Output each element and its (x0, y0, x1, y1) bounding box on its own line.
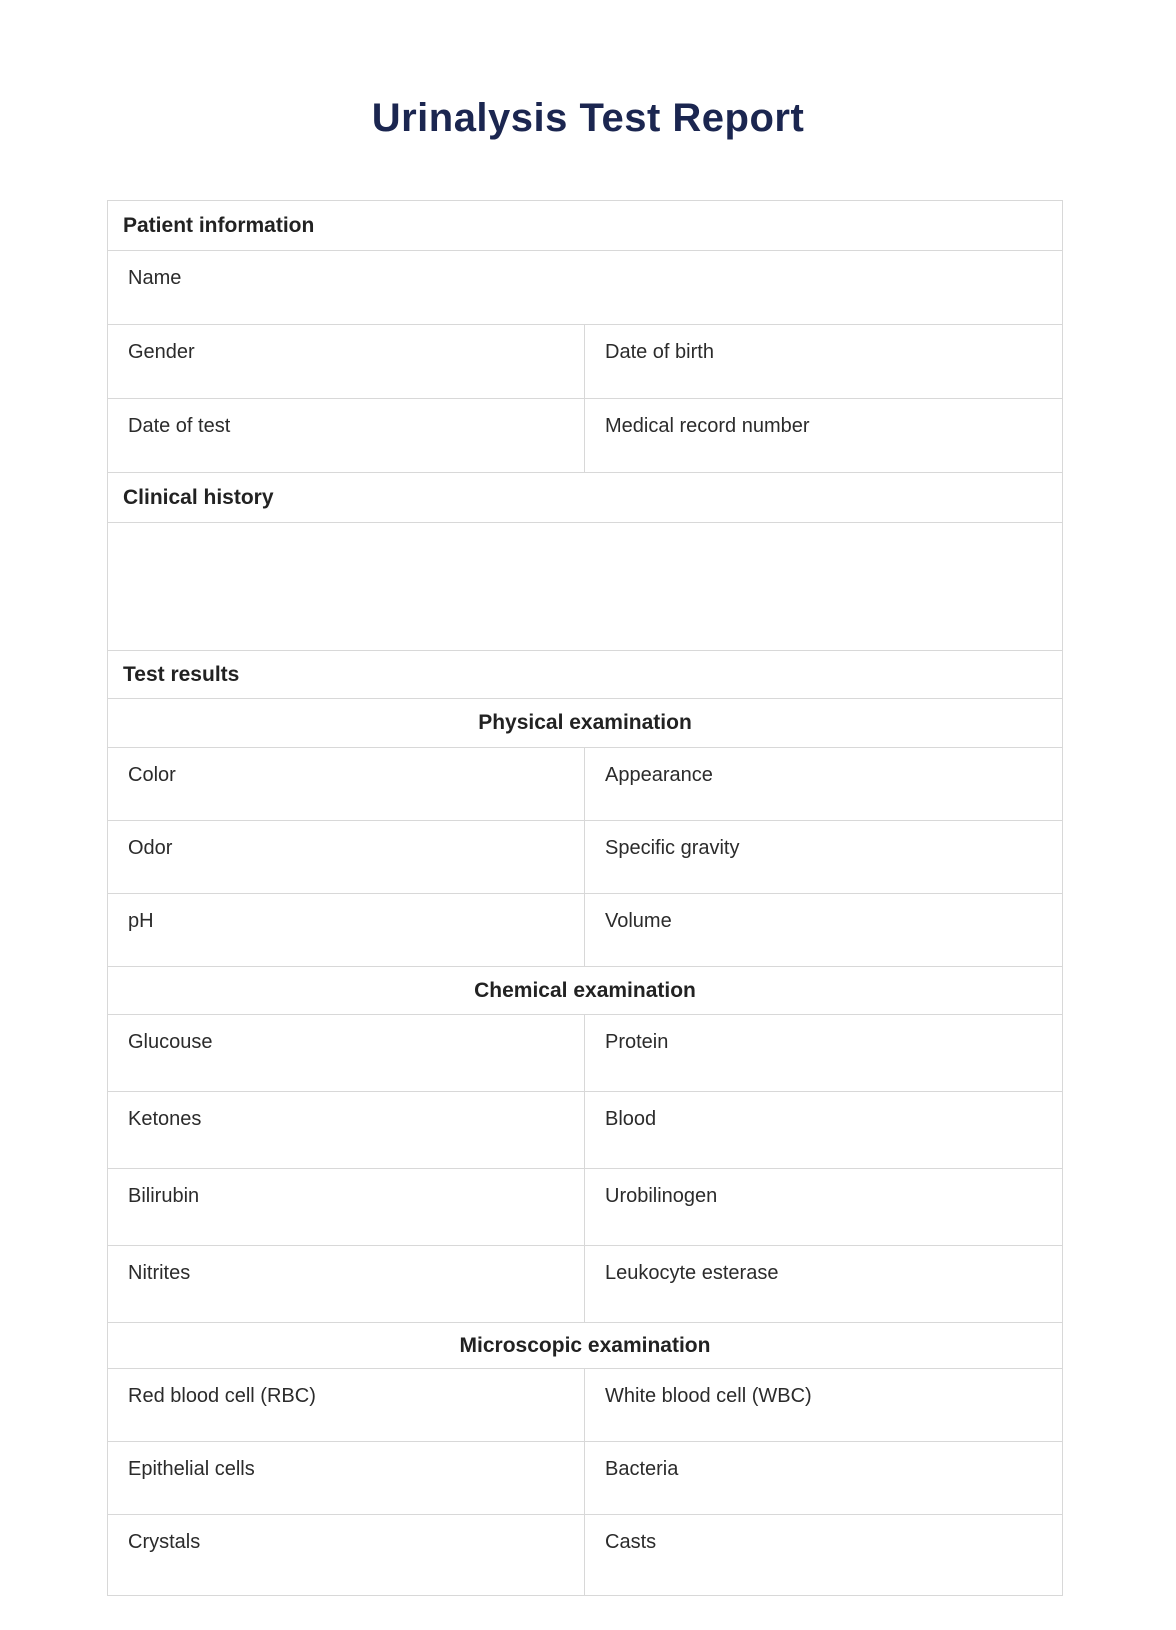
bacteria-field-cell[interactable] (585, 1442, 1062, 1514)
odor-label: Odor (128, 837, 173, 859)
epithelial-cells-label: Epithelial cells (128, 1458, 255, 1480)
epithelial-bacteria-row (108, 1442, 1062, 1515)
color-field-cell[interactable] (108, 748, 585, 820)
odor-gravity-row (108, 821, 1062, 894)
clinical-history-entry-area[interactable] (108, 523, 1062, 650)
name-label: Name (128, 267, 182, 289)
urobilinogen-field-cell[interactable] (585, 1169, 1062, 1245)
blood-label: Blood (605, 1108, 657, 1130)
date-of-birth-field-cell[interactable] (585, 325, 1062, 398)
color-appearance-row (108, 748, 1062, 821)
glucose-field-cell[interactable] (108, 1015, 585, 1091)
clinical-history-header-row (108, 473, 1062, 523)
rbc-label: Red blood cell (RBC) (128, 1385, 316, 1407)
name-row (108, 251, 1062, 325)
chemical-examination-section-row (108, 967, 1062, 1015)
wbc-field-cell[interactable] (585, 1369, 1062, 1441)
glucose-protein-row (108, 1015, 1062, 1092)
gender-label: Gender (128, 341, 195, 363)
nitrites-field-cell[interactable] (108, 1246, 585, 1322)
ph-label: pH (128, 910, 154, 932)
page-title: Urinalysis Test Report (371, 96, 805, 140)
ketones-label: Ketones (128, 1108, 202, 1130)
ketones-blood-row (108, 1092, 1062, 1169)
clinical-history-entry-row (108, 523, 1062, 651)
nitrites-leukocyte-row (108, 1246, 1062, 1323)
medical-record-number-label: Medical record number (605, 415, 810, 437)
patient-info-header-row (108, 201, 1062, 251)
casts-label: Casts (605, 1531, 657, 1553)
rbc-wbc-row (108, 1369, 1062, 1442)
crystals-label: Crystals (128, 1531, 201, 1553)
volume-field-cell[interactable] (585, 894, 1062, 966)
wbc-label: White blood cell (WBC) (605, 1385, 812, 1407)
date-of-test-field-cell[interactable] (108, 399, 585, 472)
blood-field-cell[interactable] (585, 1092, 1062, 1168)
specific-gravity-field-cell[interactable] (585, 821, 1062, 893)
name-field-cell[interactable] (108, 251, 1062, 324)
chemical-examination-section-title: Chemical examination (474, 978, 696, 1002)
urobilinogen-label: Urobilinogen (605, 1185, 718, 1207)
protein-field-cell[interactable] (585, 1015, 1062, 1091)
protein-label: Protein (605, 1031, 669, 1053)
bilirubin-label: Bilirubin (128, 1185, 200, 1207)
crystals-casts-row (108, 1515, 1062, 1595)
leukocyte-esterase-field-cell[interactable] (585, 1246, 1062, 1322)
rbc-field-cell[interactable] (108, 1369, 585, 1441)
volume-label: Volume (605, 910, 672, 932)
date-of-test-label: Date of test (128, 415, 231, 437)
specific-gravity-label: Specific gravity (605, 837, 740, 859)
clinical-history-header-label: Clinical history (123, 485, 274, 509)
leukocyte-esterase-label: Leukocyte esterase (605, 1262, 779, 1284)
gender-field-cell[interactable] (108, 325, 585, 398)
odor-field-cell[interactable] (108, 821, 585, 893)
color-label: Color (128, 764, 176, 786)
crystals-field-cell[interactable] (108, 1515, 585, 1595)
epithelial-cells-field-cell[interactable] (108, 1442, 585, 1514)
bacteria-label: Bacteria (605, 1458, 679, 1480)
bilirubin-urobilinogen-row (108, 1169, 1062, 1246)
test-date-mrn-row (108, 399, 1062, 473)
ph-field-cell[interactable] (108, 894, 585, 966)
ph-volume-row (108, 894, 1062, 967)
gender-dob-row (108, 325, 1062, 399)
nitrites-label: Nitrites (128, 1262, 191, 1284)
test-results-header-label: Test results (123, 662, 240, 686)
medical-record-number-field-cell[interactable] (585, 399, 1062, 472)
ketones-field-cell[interactable] (108, 1092, 585, 1168)
microscopic-examination-section-row (108, 1323, 1062, 1369)
appearance-field-cell[interactable] (585, 748, 1062, 820)
physical-examination-section-row (108, 699, 1062, 748)
urinalysis-form-table (107, 200, 1063, 1596)
physical-examination-section-title: Physical examination (478, 711, 692, 734)
appearance-label: Appearance (605, 764, 713, 786)
bilirubin-field-cell[interactable] (108, 1169, 585, 1245)
glucose-label: Glucouse (128, 1031, 213, 1053)
patient-info-header-label: Patient information (123, 213, 315, 237)
microscopic-examination-section-title: Microscopic examination (459, 1333, 711, 1357)
test-results-header-row (108, 651, 1062, 699)
date-of-birth-label: Date of birth (605, 341, 714, 363)
casts-field-cell[interactable] (585, 1515, 1062, 1595)
